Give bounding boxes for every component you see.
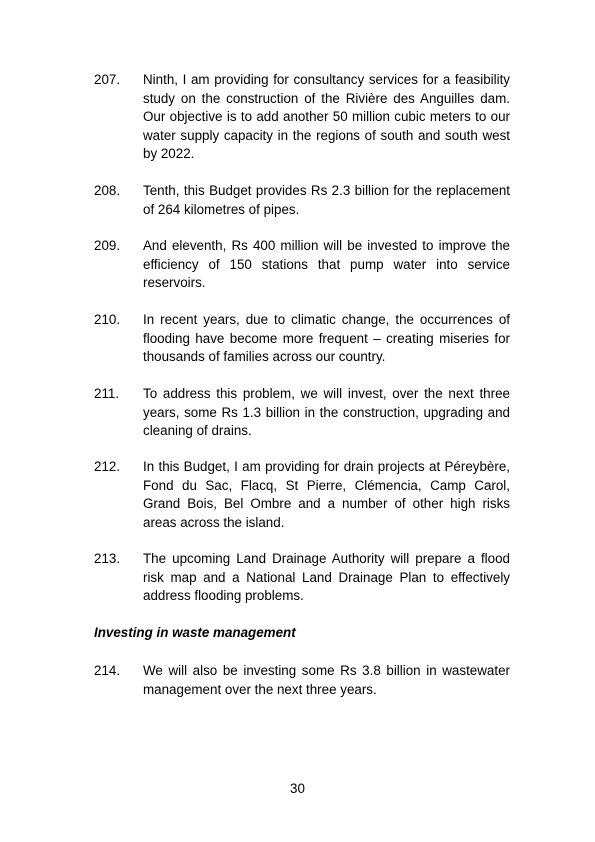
paragraph-208: [94, 182, 510, 219]
paragraph-text: Ninth, I am providing for consultancy services for a feasibility study on the construction of the Rivière des Anguilles dam. Our objective is to add another 50 million cubic meters to our water supply capacity in the regions of south and south west by 2022.: [143, 72, 510, 162]
paragraph-207: [94, 71, 510, 164]
paragraph-214: [94, 662, 510, 699]
paragraph-210: [94, 311, 510, 367]
paragraph-text: To address this problem, we will invest, over the next three years, some Rs 1.3 billion in the construction, upgrading and cleaning of drains.: [143, 386, 510, 439]
paragraph-text: And eleventh, Rs 400 million will be invested to improve the efficiency of 150 stations that pump water into service reservoirs.: [143, 238, 510, 291]
paragraph-text: The upcoming Land Drainage Authority will prepare a flood risk map and a National Land Drainage Plan to effectively address flooding problems.: [143, 551, 510, 604]
paragraph-number: 210.: [94, 312, 121, 327]
paragraph-number: 208.: [94, 183, 121, 198]
paragraph-text: In recent years, due to climatic change, the occurrences of flooding have become more frequent – creating miseries for thousands of families across our country.: [143, 312, 510, 365]
paragraph-text: We will also be investing some Rs 3.8 billion in wastewater management over the next three years.: [143, 663, 510, 697]
paragraph-number: 207.: [94, 72, 121, 87]
paragraph-213: [94, 550, 510, 606]
paragraph-212: [94, 458, 510, 532]
section-heading: Investing in waste management: [94, 625, 296, 640]
paragraph-text: In this Budget, I am providing for drain projects at Péreybère, Fond du Sac, Flacq, St Pierre, Clémencia, Camp Carol, Grand Bois, Bel Ombre and a number of other high risks areas across the island.: [143, 459, 510, 530]
paragraph-number: 212.: [94, 459, 121, 474]
paragraph-209: [94, 237, 510, 293]
paragraph-text: Tenth, this Budget provides Rs 2.3 billion for the replacement of 264 kilometres of pipes.: [143, 183, 510, 217]
paragraph-number: 211.: [94, 386, 120, 401]
paragraph-number: 214.: [94, 663, 121, 678]
page-number: 30: [290, 781, 305, 796]
paragraph-number: 209.: [94, 238, 121, 253]
paragraph-211: [94, 385, 510, 441]
paragraph-number: 213.: [94, 551, 121, 566]
